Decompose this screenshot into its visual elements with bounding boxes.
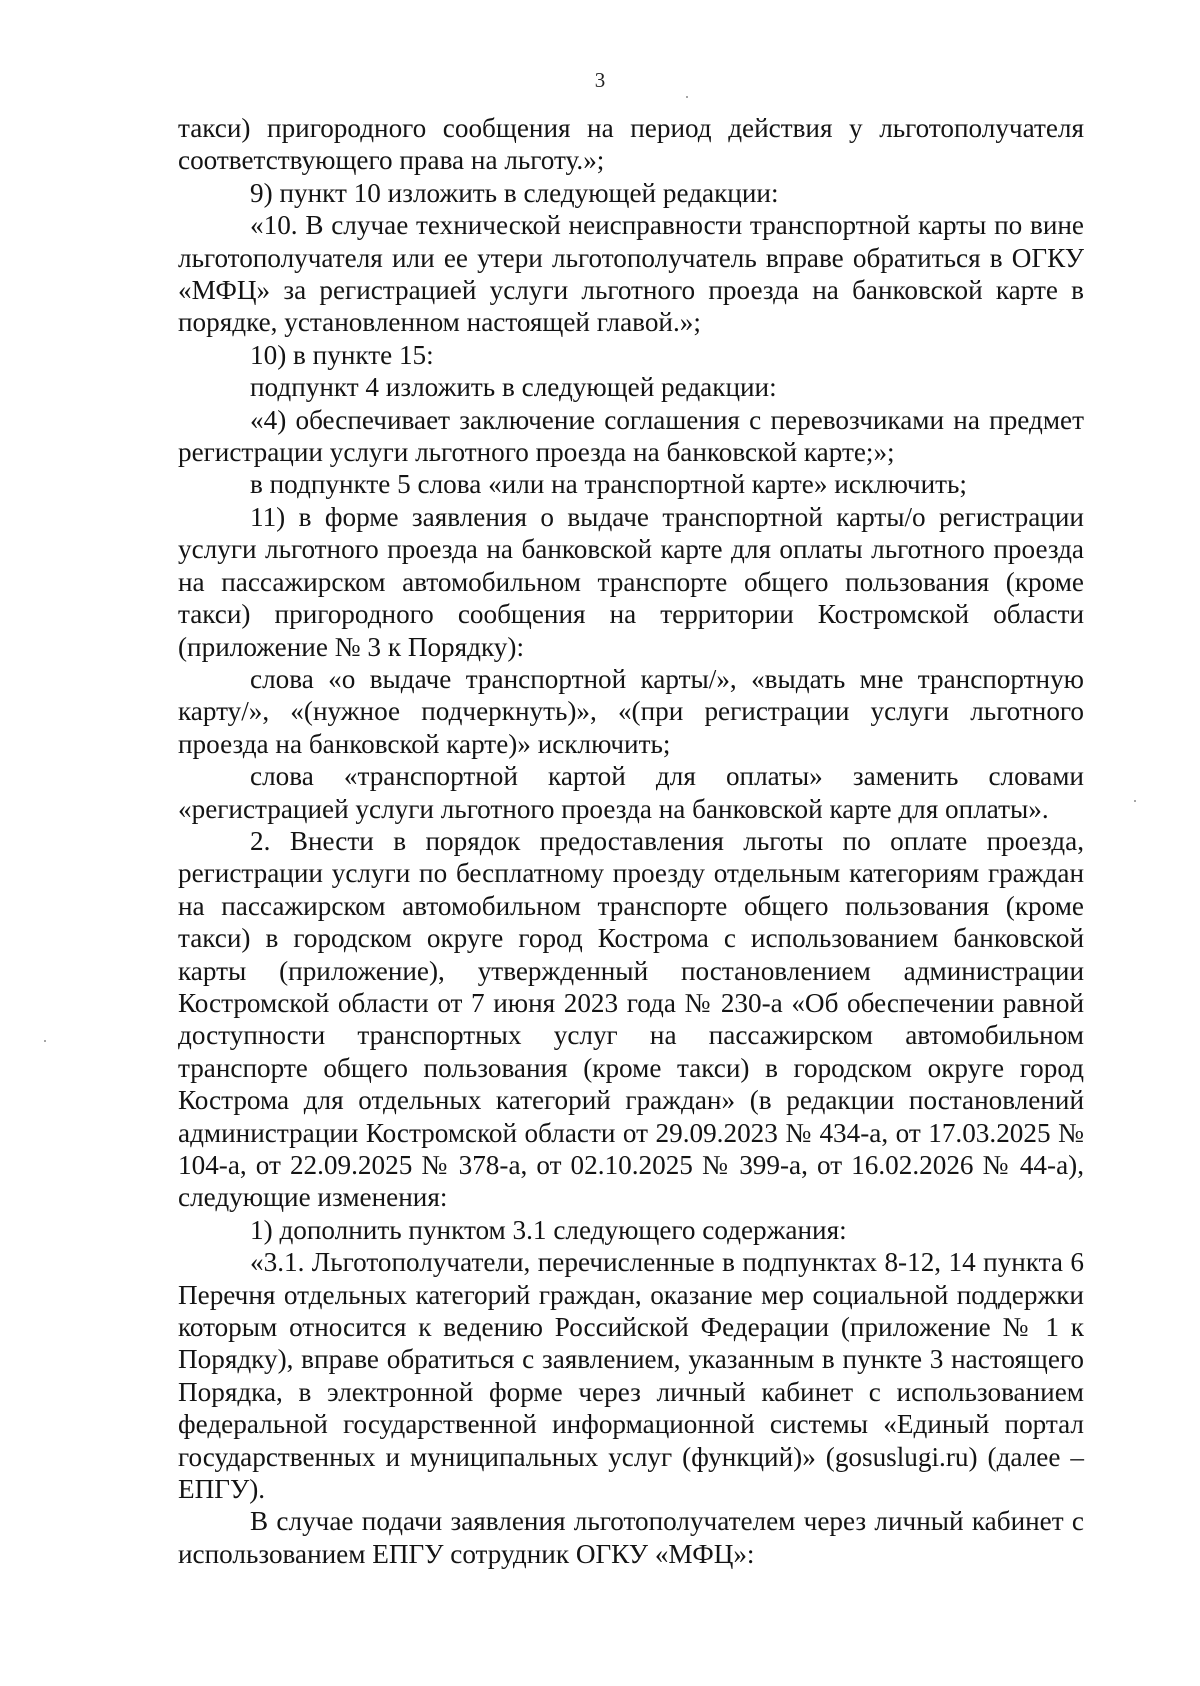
paragraph: 2. Внести в порядок предоставления льготы по оплате проезда, регистрации услуги по бесплатному проезду отдельным категориям граждан на пассажирском автомобильном транспорте общего пользования (кроме такси) в городском округе город Кострома с использованием банковской карты (приложение), утвержденный постановлением администрации Костромской области от 7 июня 2023 года № 230-а «Об обеспечении равной доступности транспортных услуг на пассажирском автомобильном транспорте общего пользования (кроме такси) в городском округе город Кострома для отдельных категорий граждан» (в редакции постановлений администрации Костромской области от 29.09.2023 № 434-а, от 17.03.2025 № 104-а, от 22.09.2025 № 378-а, от 02.10.2025 № 399-а, от 16.02.2026 № 44-а), следующие изменения: [178, 825, 1084, 1213]
scan-speck [1134, 800, 1136, 802]
paragraph: 11) в форме заявления о выдаче транспортной карты/о регистрации услуги льготного проезда на банковской карте для оплаты льготного проезда на пассажирском автомобильном транспорте общего пользования (кроме такси) пригородного сообщения на территории Костромской области (приложение № 3 к Порядку): [178, 501, 1084, 662]
paragraph: подпункт 4 изложить в следующей редакции: [250, 372, 777, 403]
paragraph: 9) пункт 10 изложить в следующей редакции: [250, 177, 779, 208]
paragraph: слова «о выдаче транспортной карты/», «выдать мне транспортную карту/», «(нужное подчеркнуть)», «(при регистрации услуги льготного проезда на банковской карте)» исключить; [178, 663, 1084, 759]
paragraph: такси) пригородного сообщения на период действия у льготополучателя соответствующего права на льготу.»; [178, 113, 1084, 176]
document-body [178, 112, 1084, 1570]
paragraph: слова «транспортной картой для оплаты» заменить словами «регистрацией услуги льготного проезда на банковской карте для оплаты». [178, 761, 1084, 824]
paragraph: «3.1. Льготополучатели, перечисленные в подпунктах 8-12, 14 пункта 6 Перечня отдельных категорий граждан, оказание мер социальной поддержки которым относится к ведению Российской Федерации (приложение № 1 к Порядку), вправе обратиться с заявлением, указанным в пункте 3 настоящего Порядка, в электронной форме через личный кабинет с использованием федеральной государственной информационной системы «Единый портал государственных и муниципальных услуг (функций)» (gosuslugi.ru) (далее – ЕПГУ). [178, 1247, 1084, 1505]
scan-speck [686, 96, 688, 98]
page-number: 3 [594, 68, 606, 92]
paragraph: «10. В случае технической неисправности транспортной карты по вине льготополучателя или ее утери льготополучатель вправе обратиться в ОГКУ «МФЦ» за регистрацией услуги льготного проезда на банковской карте в порядке, установленном настоящей главой.»; [178, 210, 1084, 338]
paragraph: 1) дополнить пунктом 3.1 следующего содержания: [250, 1214, 847, 1245]
paragraph: 10) в пункте 15: [250, 339, 434, 370]
paragraph: «4) обеспечивает заключение соглашения с перевозчиками на предмет регистрации услуги льготного проезда на банковской карте;»; [178, 404, 1084, 468]
scan-speck [44, 1040, 46, 1042]
paragraph: В случае подачи заявления льготополучателем через личный кабинет с использованием ЕПГУ сотрудник ОГКУ «МФЦ»: [178, 1506, 1084, 1569]
paragraph: в подпункте 5 слова «или на транспортной карте» исключить; [250, 469, 967, 500]
